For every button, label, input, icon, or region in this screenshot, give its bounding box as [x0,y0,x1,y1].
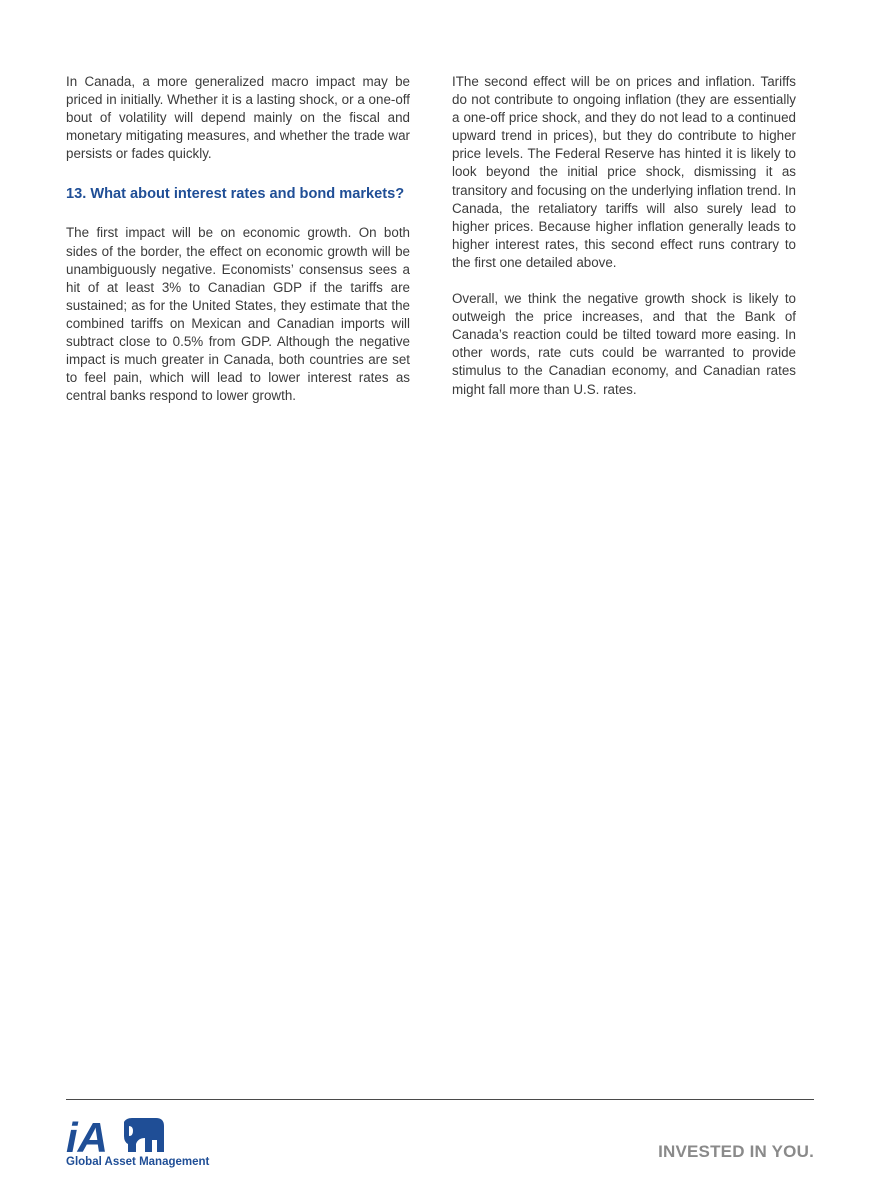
left-paragraph-1: In Canada, a more generalized macro impact may be priced in initially. Whether it is a lasting shock, or a one-off bout of volatility will depend mainly on the fiscal and monetary mitigating measures, and whether the trade war persists or fades quickly. [66,74,410,162]
logo-wordmark: iA [66,1114,108,1161]
right-column [452,73,796,399]
tagline: INVESTED IN YOU. [658,1142,814,1161]
left-paragraph-2: The first impact will be on economic growth. On both sides of the border, the effect on economic growth will be unambiguously negative. Economists’ consensus sees a hit of at least 3% to Canadian GDP if the tariffs are sustained; as for the United States, they estimate that the combined tariffs on Mexican and Canadian imports will subtract close to 0.5% from GDP. Although the negative impact is much greater in Canada, both countries are set to feel pain, which will lead to lower interest rates as central banks respond to lower growth. [66,225,410,404]
right-paragraph-2: Overall, we think the negative growth shock is likely to outweigh the price increases, and that the Bank of Canada’s reaction could be tilted toward more easing. In other words, rate cuts could be warranted to provide stimulus to the Canadian economy, and Canadian rates might fall more than U.S. rates. [452,291,796,397]
right-paragraph-1: IThe second effect will be on prices and inflation. Tariffs do not contribute to ongoing inflation (they are essentially a one-off price shock, and they do not lead to a continued upward trend in prices), but they do contribute to higher price levels. The Federal Reserve has hinted it is likely to look beyond the initial price shock, dismissing it as transitory and focusing on the underlying inflation trend. In Canada, the retaliatory tariffs will also surely lead to higher prices. Because higher inflation generally leads to higher interest rates, this second effect runs contrary to the first one detailed above. [452,74,796,270]
logo-subtitle: Global Asset Management [66,1156,210,1168]
elephant-icon [124,1118,164,1152]
footer-divider [66,1099,814,1100]
section-heading: 13. What about interest rates and bond markets? [66,186,405,203]
left-column [66,73,410,405]
